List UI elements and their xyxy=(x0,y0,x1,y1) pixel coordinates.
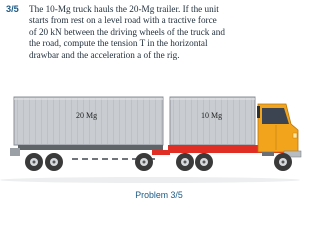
truck-box-ribs xyxy=(171,98,255,144)
problem-line-4: the road, compute the tension T in the horizontal xyxy=(29,38,208,49)
cab-step xyxy=(262,152,274,156)
ground-shadow xyxy=(0,177,300,183)
trailer xyxy=(10,97,163,171)
truck-wheel-2 xyxy=(195,153,213,171)
trailer-wheel-1 xyxy=(25,153,43,171)
figure-caption: Problem 3/5 xyxy=(135,190,183,200)
trailer-wheel-2 xyxy=(45,153,63,171)
trailer-wheel-3 xyxy=(135,153,153,171)
cab-mirror xyxy=(257,106,260,118)
truck xyxy=(168,97,301,171)
coupling-frame xyxy=(152,150,170,155)
trailer-ribs xyxy=(15,98,163,144)
problem-number: 3/5 xyxy=(6,4,19,14)
truck-wheel-3 xyxy=(274,153,292,171)
problem-text-line: The 10-Mg truck hauls the 20-Mg trailer. If the unit xyxy=(29,4,219,14)
problem-line-2: starts from rest on a level road with a tractive force xyxy=(29,15,217,26)
trailer-rear-bumper xyxy=(10,148,20,156)
trailer-mass-label: 20 Mg xyxy=(76,111,98,120)
truck-wheel-1 xyxy=(176,153,194,171)
problem-line-5: drawbar and the acceleration a of the rig. xyxy=(29,49,180,60)
trailer-chassis xyxy=(18,145,163,150)
truck-mass-label: 10 Mg xyxy=(201,111,223,120)
problem-line-3: of 20 kN between the driving wheels of the truck and xyxy=(29,26,225,37)
headlight xyxy=(293,133,297,138)
